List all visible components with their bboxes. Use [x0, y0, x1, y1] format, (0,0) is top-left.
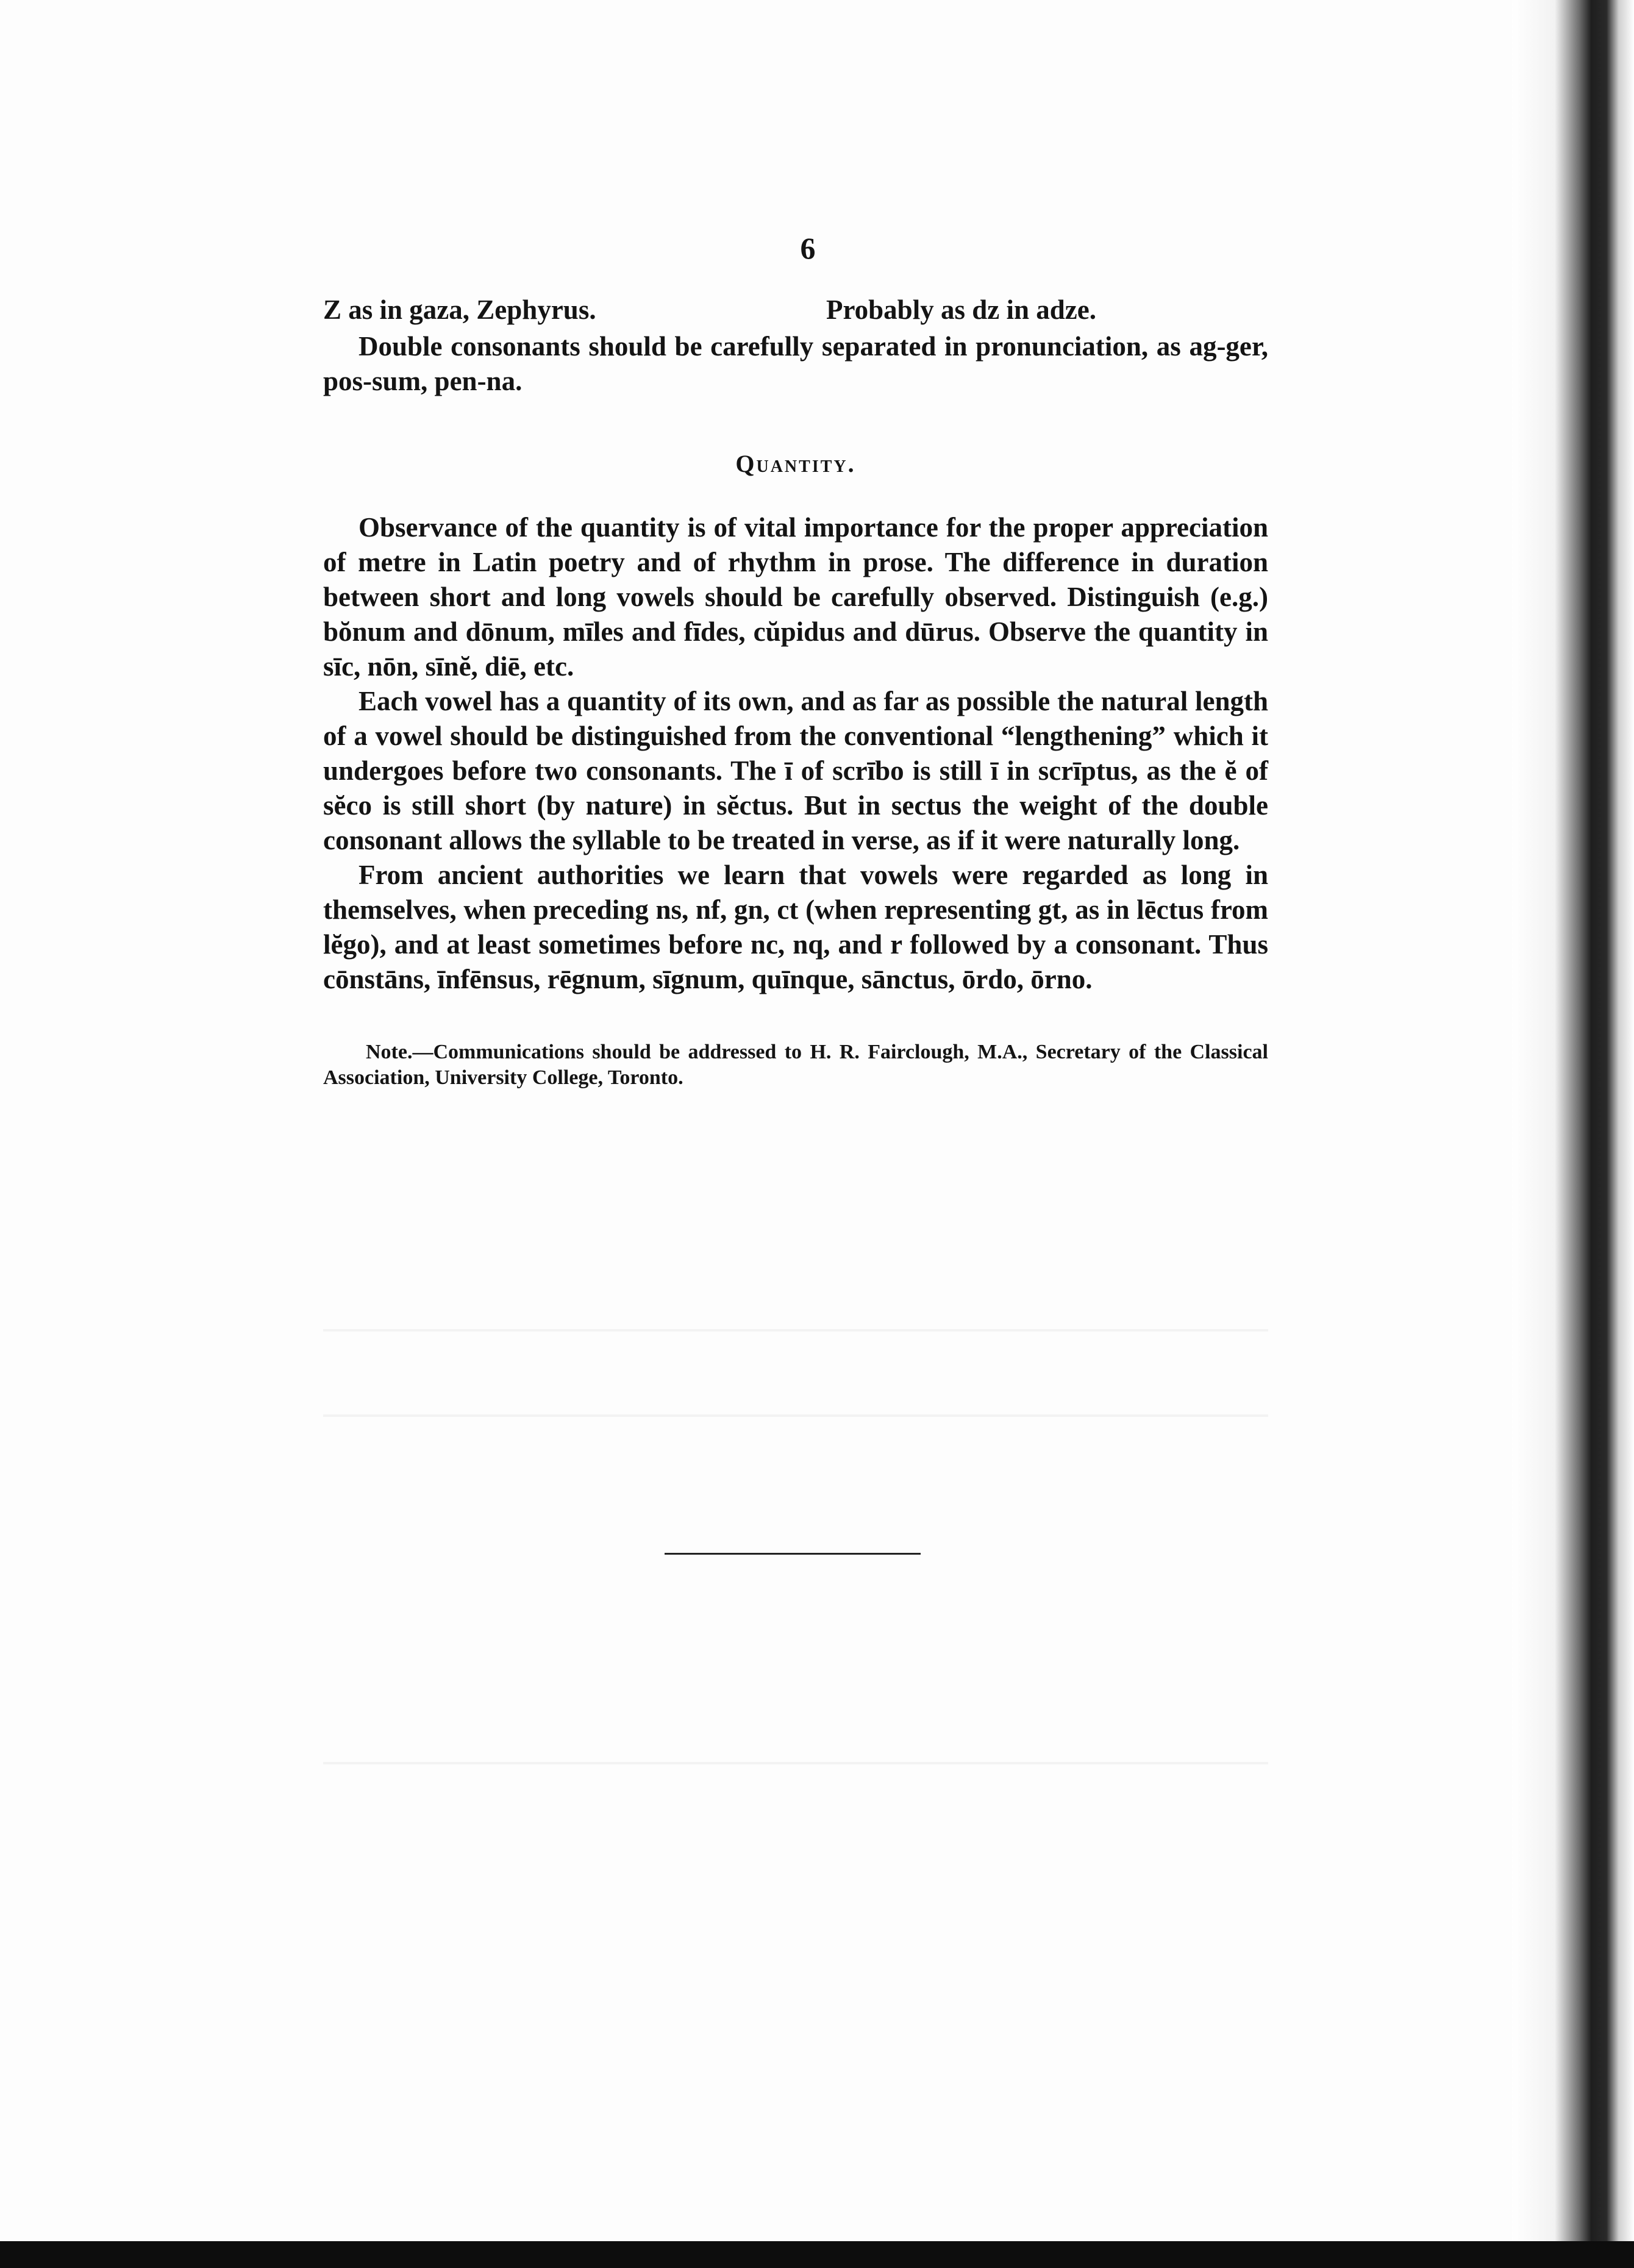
section-heading-quantity: Quantity. [735, 450, 856, 477]
page-edge-shadow [1512, 0, 1634, 2268]
z-example: Z as in gaza, Zephyrus. [323, 294, 596, 325]
bleed-through-line [323, 1762, 1268, 1764]
double-consonants-paragraph: Double consonants should be carefully separated in pronunciation, as ag-ger, pos-sum, pen-na. [323, 331, 1268, 396]
z-pronunciation-line [323, 293, 1268, 329]
bleed-through-line [323, 1329, 1268, 1332]
scan-bottom-border [0, 2241, 1634, 2268]
paragraph-each-vowel: Each vowel has a quantity of its own, and as far as possible the natural length of a vowel should be distinguished from the conventional “lengthening” which it undergoes before two consonants. The ī of scrībo is still ī in scrīptus, as the ĕ of sĕco is still short (by nature) in sĕctus. But in sectus the weight of the double consonant allows the syllable to be treated in verse, as if it were naturally long. [323, 686, 1268, 855]
bleed-through-line [323, 1414, 1268, 1417]
page-number: 6 [800, 231, 816, 265]
horizontal-rule [665, 1553, 921, 1555]
footnote: Note.—Communications should be addressed to H. R. Fairclough, M.A., Secretary of the Classical Association, University College, Toronto. [323, 1041, 1268, 1089]
z-explanation: Probably as dz in adze. [826, 294, 1096, 325]
paragraph-ancient-authorities: From ancient authorities we learn that vowels were regarded as long in themselves, when preceding ns, nf, gn, ct (when representing gt, as in lēctus from lĕgo), and at least sometimes before nc, nq, and r followed by a consonant. Thus cōnstāns, īnfēnsus, rēgnum, sīgnum, quīnque, sānctus, ōrdo, ōrno. [323, 860, 1268, 994]
page-body [323, 293, 1268, 1091]
paragraph-observance: Observance of the quantity is of vital importance for the proper appreciation of metre in Latin poetry and of rhythm in prose. The difference in duration between short and long vowels should be carefully observed. Distinguish (e.g.) bŏnum and dōnum, mīles and fīdes, cŭpidus and dūrus. Observe the quantity in sīc, nōn, sīnĕ, diē, etc. [323, 512, 1268, 682]
